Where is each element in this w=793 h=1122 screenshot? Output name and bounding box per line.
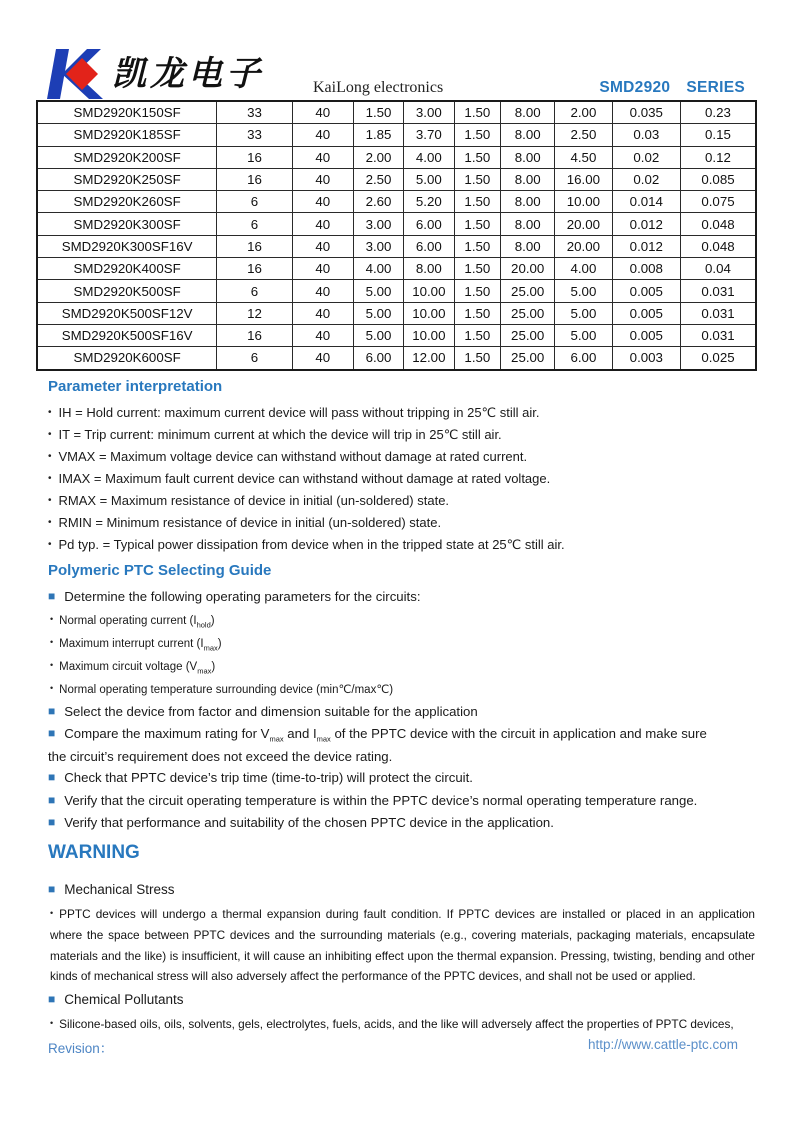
list-item [48,903,755,987]
value-cell: 1.50 [454,280,501,302]
list-item [48,490,755,512]
dot-bullet-icon: • [50,908,54,918]
part-number-cell: SMD2920K250SF [37,168,217,190]
value-cell: 8.00 [501,213,555,235]
value-cell: 2.00 [555,101,613,124]
list-item-text: Verify that the circuit operating temperature is within the PPTC device’s normal operating temperature range. [64,792,698,808]
section-parameter-interpretation [48,378,755,556]
website-link[interactable]: http://www.cattle-ptc.com [588,1037,739,1052]
value-cell: 0.02 [612,146,680,168]
value-cell: 6 [217,191,292,213]
spec-table [36,100,757,371]
value-cell: 16 [217,168,292,190]
value-cell: 5.00 [353,280,403,302]
dot-bullet-icon: • [48,517,52,528]
value-cell: 1.50 [454,146,501,168]
dot-bullet-icon: • [48,473,52,484]
list-item-text: Silicone-based oils, oils, solvents, gels, electrolytes, fuels, acids, and the like will adversely affect the properties of PPTC devices, [59,1017,734,1032]
value-cell: 10.00 [404,324,454,346]
list-item-text: Maximum interrupt current $(I_{max})$ [59,637,222,652]
table-row [37,168,756,190]
list-item-text: Determine the following operating parameters for the circuits: [64,589,421,604]
value-cell: 5.20 [404,191,454,213]
value-cell: 40 [292,146,353,168]
table-row [37,235,756,257]
value-cell: 40 [292,280,353,302]
list-item-text: Maximum circuit voltage $(V_{max})$ [59,660,216,675]
value-cell: 0.048 [680,213,756,235]
value-cell: 25.00 [501,347,555,370]
value-cell: 20.00 [501,258,555,280]
value-cell: 8.00 [501,191,555,213]
value-cell: 33 [217,124,292,146]
list-item [48,1013,755,1035]
list-item [48,812,755,835]
list-item-text: RMAX = Maximum resistance of device in initial (un-soldered) state. [58,493,450,508]
list-item-text: IT = Trip current: minimum current at which the device will trip in 25℃ still air. [58,427,502,442]
list-item [48,586,755,609]
value-cell: 3.70 [404,124,454,146]
table-row [37,213,756,235]
value-cell: 6 [217,280,292,302]
value-cell: 1.50 [454,168,501,190]
value-cell: 5.00 [555,302,613,324]
value-cell: 20.00 [555,235,613,257]
value-cell: 40 [292,235,353,257]
value-cell: 16.00 [555,168,613,190]
dot-bullet-icon: • [50,1018,54,1029]
value-cell: 0.005 [612,302,680,324]
part-number-cell: SMD2920K500SF16V [37,324,217,346]
page-footer [48,1037,793,1057]
table-row [37,302,756,324]
value-cell: 10.00 [404,280,454,302]
value-cell: 16 [217,146,292,168]
dot-bullet-icon: • [50,682,54,693]
value-cell: 1.50 [454,347,501,370]
value-cell: 8.00 [501,146,555,168]
list-item [48,723,755,746]
table-row [37,347,756,370]
part-number-cell: SMD2920K500SF [37,280,217,302]
value-cell: 0.025 [680,347,756,370]
series-word: SERIES [686,79,745,96]
value-cell: 3.00 [353,235,403,257]
dot-bullet-icon: • [50,613,54,624]
list-item [48,767,755,790]
value-cell: 6.00 [555,347,613,370]
value-cell: 40 [292,258,353,280]
table-row [37,101,756,124]
value-cell: 1.50 [353,101,403,124]
value-cell: 10.00 [404,302,454,324]
value-cell: 0.02 [612,168,680,190]
value-cell: 16 [217,258,292,280]
table-row [37,191,756,213]
value-cell: 4.00 [353,258,403,280]
value-cell: 5.00 [353,302,403,324]
value-cell: 2.00 [353,146,403,168]
brand-chinese-calligraphy: 凯龙电子 [112,54,264,94]
warning-list [48,877,755,1035]
part-number-cell: SMD2920K300SF [37,213,217,235]
value-cell: 2.50 [353,168,403,190]
list-item-text: Normal operating current $(I_{hold})$ [59,614,215,629]
value-cell: 0.23 [680,101,756,124]
value-cell: 2.60 [353,191,403,213]
list-item-text: RMIN = Minimum resistance of device in initial (un-soldered) state. [58,515,442,530]
value-cell: 40 [292,191,353,213]
dot-bullet-icon: • [48,495,52,506]
brand-english: KaiLong electronics [313,79,444,96]
value-cell: 0.15 [680,124,756,146]
list-item [48,424,755,446]
value-cell: 0.03 [612,124,680,146]
value-cell: 0.012 [612,235,680,257]
value-cell: 40 [292,347,353,370]
list-item [48,655,755,678]
square-bullet-icon: ■ [48,792,56,807]
value-cell: 1.50 [454,302,501,324]
value-cell: 33 [217,101,292,124]
value-cell: 8.00 [501,124,555,146]
dot-bullet-icon: • [48,407,52,418]
value-cell: 0.012 [612,213,680,235]
list-item [48,678,755,701]
value-cell: 25.00 [501,302,555,324]
square-bullet-icon: ■ [48,589,56,603]
value-cell: 6 [217,347,292,370]
dot-bullet-icon: • [48,429,52,440]
value-cell: 0.031 [680,302,756,324]
parameter-interpretation-title: Parameter interpretation [48,378,223,395]
value-cell: 40 [292,124,353,146]
value-cell: 6.00 [404,235,454,257]
value-cell: 0.031 [680,324,756,346]
value-cell: 1.50 [454,191,501,213]
value-cell: 10.00 [555,191,613,213]
value-cell: 8.00 [404,258,454,280]
value-cell: 0.003 [612,347,680,370]
part-number-cell: SMD2920K260SF [37,191,217,213]
part-number-cell: SMD2920K300SF16V [37,235,217,257]
value-cell: 25.00 [501,324,555,346]
list-item-text: Pd typ. = Typical power dissipation from device when in the tripped state at 25℃ still air. [58,537,565,552]
list-item [48,446,755,468]
value-cell: 40 [292,101,353,124]
value-cell: 4.00 [555,258,613,280]
spec-table-body [37,101,756,370]
value-cell: 0.085 [680,168,756,190]
value-cell: 25.00 [501,280,555,302]
value-cell: 1.50 [454,235,501,257]
list-item-text: Select the device from factor and dimension suitable for the application [64,703,478,719]
value-cell: 3.00 [404,101,454,124]
value-cell: 8.00 [501,235,555,257]
table-row [37,280,756,302]
list-item-text: PPTC devices will undergo a thermal expansion during fault condition. If PPTC devices are installed or placed in an application where the space between PPTC devices and the surrounding materials (e.g., covering materials, packaging materials, encapsulate materials and the like) is insufficient, it will cause an inhibiting effect upon the thermal expansion. Pressing, twisting, bending and other kinds of mechanical stress will also adversely affect the performance of the PPTC devices, and shall not be used or applied. [50,907,755,984]
square-bullet-icon: ■ [48,815,56,829]
list-item [48,632,755,655]
value-cell: 6 [217,213,292,235]
list-item-text: Mechanical Stress [64,882,175,897]
value-cell: 16 [217,235,292,257]
value-cell: 12.00 [404,347,454,370]
list-item [48,402,755,424]
list-item [48,701,755,724]
value-cell: 8.00 [501,168,555,190]
value-cell: 5.00 [353,324,403,346]
list-item [48,609,755,632]
warning-title: WARNING [48,842,140,863]
value-cell: 0.04 [680,258,756,280]
value-cell: 0.048 [680,235,756,257]
part-number-cell: SMD2920K150SF [37,101,217,124]
value-cell: 12 [217,302,292,324]
value-cell: 1.50 [454,258,501,280]
value-cell: 0.075 [680,191,756,213]
value-cell: 5.00 [555,324,613,346]
value-cell: 4.50 [555,146,613,168]
value-cell: 0.031 [680,280,756,302]
value-cell: 40 [292,302,353,324]
dot-bullet-icon: • [50,659,54,670]
value-cell: 0.12 [680,146,756,168]
selecting-guide-title: Polymeric PTC Selecting Guide [48,562,272,579]
value-cell: 6.00 [404,213,454,235]
series-part-number: SMD2920 [599,79,671,96]
square-bullet-icon: ■ [48,882,56,896]
value-cell: 5.00 [404,168,454,190]
list-item-text: Verify that performance and suitability of the chosen PPTC device in the application. [64,815,554,830]
value-cell: 40 [292,324,353,346]
list-item [48,468,755,490]
list-item-text: VMAX = Maximum voltage device can withstand without damage at rated current. [58,449,528,464]
part-number-cell: SMD2920K500SF12V [37,302,217,324]
table-row [37,258,756,280]
list-item [48,877,755,903]
value-cell: 20.00 [555,213,613,235]
series-title [599,79,745,97]
list-item-text: Compare the maximum rating for $V_{max}$ and $I_{max}$ of the PPTC device with the circuit in application and make sure [64,726,707,744]
selecting-guide-list [48,586,755,835]
square-bullet-icon: ■ [48,770,56,784]
part-number-cell: SMD2920K185SF [37,124,217,146]
section-selecting-guide [48,562,755,835]
list-item [48,790,755,813]
square-bullet-icon: ■ [48,703,56,718]
part-number-cell: SMD2920K400SF [37,258,217,280]
value-cell: 0.005 [612,324,680,346]
revision-label: Revision： [48,1041,114,1056]
list-item-text: IH = Hold current: maximum current device will pass without tripping in 25℃ still air. [58,405,540,420]
value-cell: 0.005 [612,280,680,302]
value-cell: 5.00 [555,280,613,302]
section-warning [48,842,755,1035]
table-row [37,324,756,346]
value-cell: 1.50 [454,101,501,124]
value-cell: 40 [292,168,353,190]
dot-bullet-icon: • [48,451,52,462]
value-cell: 1.50 [454,124,501,146]
list-item-text: Check that PPTC device’s trip time (time-to-trip) will protect the circuit. [64,770,473,785]
part-number-cell: SMD2920K200SF [37,146,217,168]
value-cell: 4.00 [404,146,454,168]
value-cell: 0.014 [612,191,680,213]
list-item-text: Chemical Pollutants [64,992,184,1008]
value-cell: 1.50 [454,213,501,235]
part-number-cell: SMD2920K600SF [37,347,217,370]
kailong-logo-icon [45,47,109,101]
value-cell: 40 [292,213,353,235]
list-item-text: the circuit’s requirement does not exceed the device rating. [48,748,393,764]
value-cell: 2.50 [555,124,613,146]
list-item-text: IMAX = Maximum fault current device can withstand without damage at rated voltage. [58,471,551,486]
list-item [48,512,755,534]
square-bullet-icon: ■ [48,992,56,1007]
dot-bullet-icon: • [50,636,54,647]
value-cell: 1.50 [454,324,501,346]
table-row [37,124,756,146]
value-cell: 16 [217,324,292,346]
value-cell: 0.035 [612,101,680,124]
value-cell: 8.00 [501,101,555,124]
list-item [48,746,755,768]
parameter-list [48,402,755,556]
square-bullet-icon: ■ [48,726,56,740]
list-item [48,534,755,556]
value-cell: 6.00 [353,347,403,370]
value-cell: 1.85 [353,124,403,146]
list-item [48,987,755,1013]
dot-bullet-icon: • [48,539,52,550]
value-cell: 3.00 [353,213,403,235]
table-row [37,146,756,168]
list-item-text: Normal operating temperature surrounding device (min℃/max℃) [59,683,394,696]
value-cell: 0.008 [612,258,680,280]
